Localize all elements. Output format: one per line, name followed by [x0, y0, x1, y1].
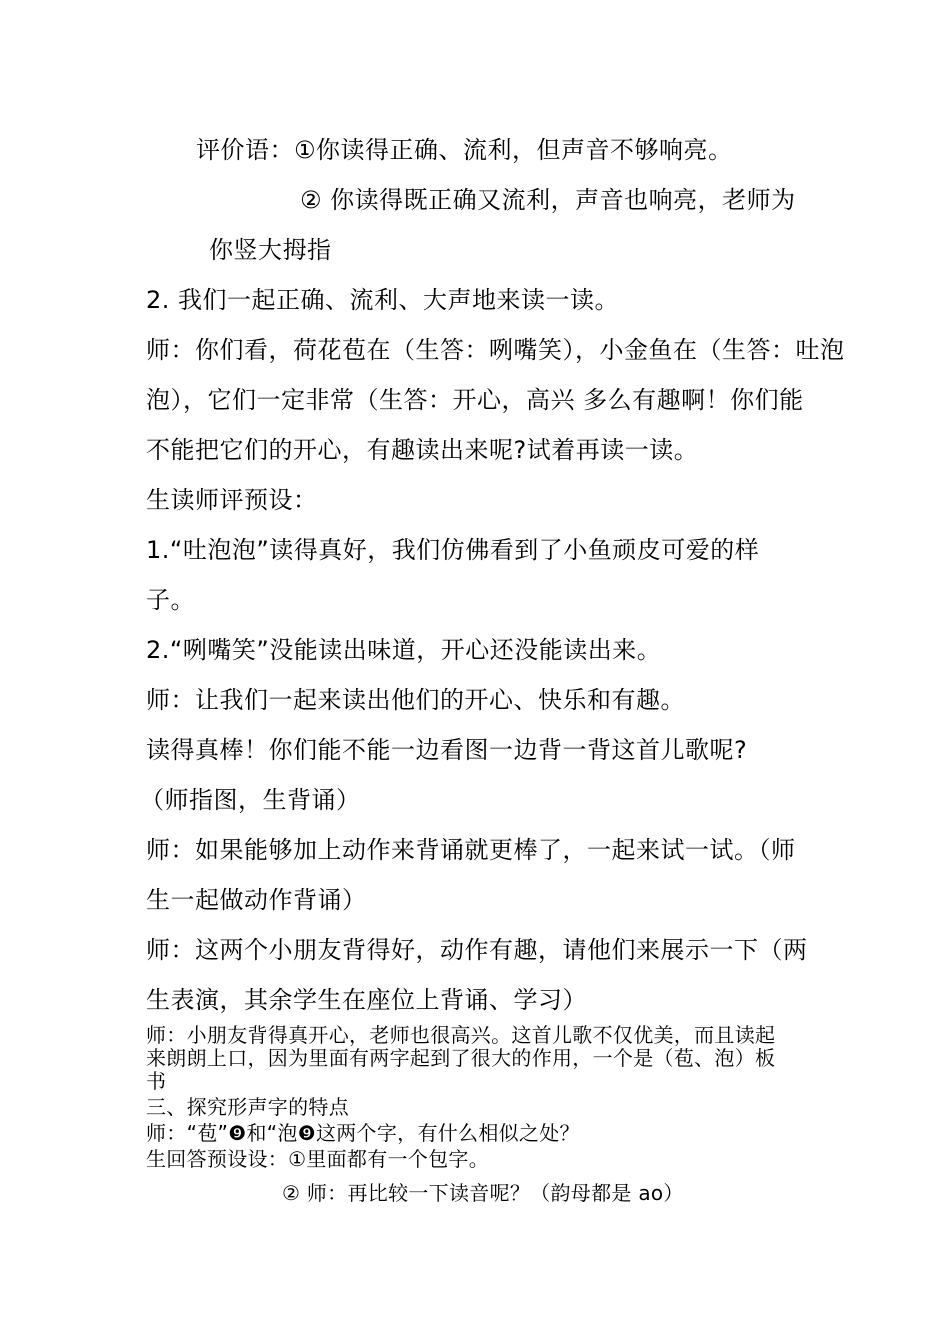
paragraph-line: 泡），它们一定非常（生答：开心，高兴 多么有趣啊！你们能	[146, 386, 804, 414]
evaluation-line-3: 你竖大拇指	[209, 236, 332, 264]
paragraph-line-small: 书	[146, 1069, 167, 1093]
paragraph-line: 生一起做动作背诵）	[146, 886, 367, 914]
paragraph-line-small: 生回答预设设：①里面都有一个包字。	[146, 1147, 490, 1171]
paragraph-line-small: 来朗朗上口，因为里面有两字起到了很大的作用，一个是（苞、泡）板	[146, 1046, 776, 1070]
paragraph-line-small: 师：小朋友背得真开心，老师也很高兴。这首儿歌不仅优美，而且读起	[146, 1023, 776, 1047]
paragraph-line: 2. 我们一起正确、流利、大声地来读一读。	[146, 286, 620, 314]
paragraph-line-small: ② 师：再比较一下读音呢？（韵母都是 ao）	[282, 1181, 684, 1205]
evaluation-line-1: 评价语：①你读得正确、流利，但声音不够响亮。	[196, 136, 733, 164]
paragraph-line: 师：这两个小朋友背得好，动作有趣，请他们来展示一下（两	[146, 936, 808, 964]
paragraph-line: 子。	[146, 586, 195, 614]
section-heading: 三、探究形声字的特点	[146, 1095, 349, 1119]
paragraph-line: 生表演，其余学生在座位上背诵、学习）	[146, 986, 587, 1014]
paragraph-line: 生读师评预设：	[146, 486, 318, 514]
evaluation-line-2: ② 你读得既正确又流利，声音也响亮，老师为	[300, 186, 796, 214]
paragraph-line: 师：你们看，荷花苞在（生答：咧嘴笑），小金鱼在（生答：吐泡	[146, 336, 845, 364]
paragraph-line-small: 师：“苞”❾和“泡❾这两个字，有什么相似之处？	[146, 1121, 580, 1145]
paragraph-line: （师指图，生背诵）	[140, 786, 361, 814]
paragraph-line: 师：如果能够加上动作来背诵就更棒了，一起来试一试。（师	[146, 836, 796, 864]
paragraph-line: 师：让我们一起来读出他们的开心、快乐和有趣。	[146, 686, 685, 714]
paragraph-line: 不能把它们的开心，有趣读出来呢?试着再读一读。	[146, 436, 699, 464]
paragraph-line: 1.“吐泡泡”读得真好，我们仿佛看到了小鱼顽皮可爱的样	[146, 536, 760, 564]
paragraph-line: 读得真棒！你们能不能一边看图一边背一背这首儿歌呢?	[146, 736, 748, 764]
paragraph-line: 2.“咧嘴笑”没能读出味道，开心还没能读出来。	[146, 636, 662, 664]
